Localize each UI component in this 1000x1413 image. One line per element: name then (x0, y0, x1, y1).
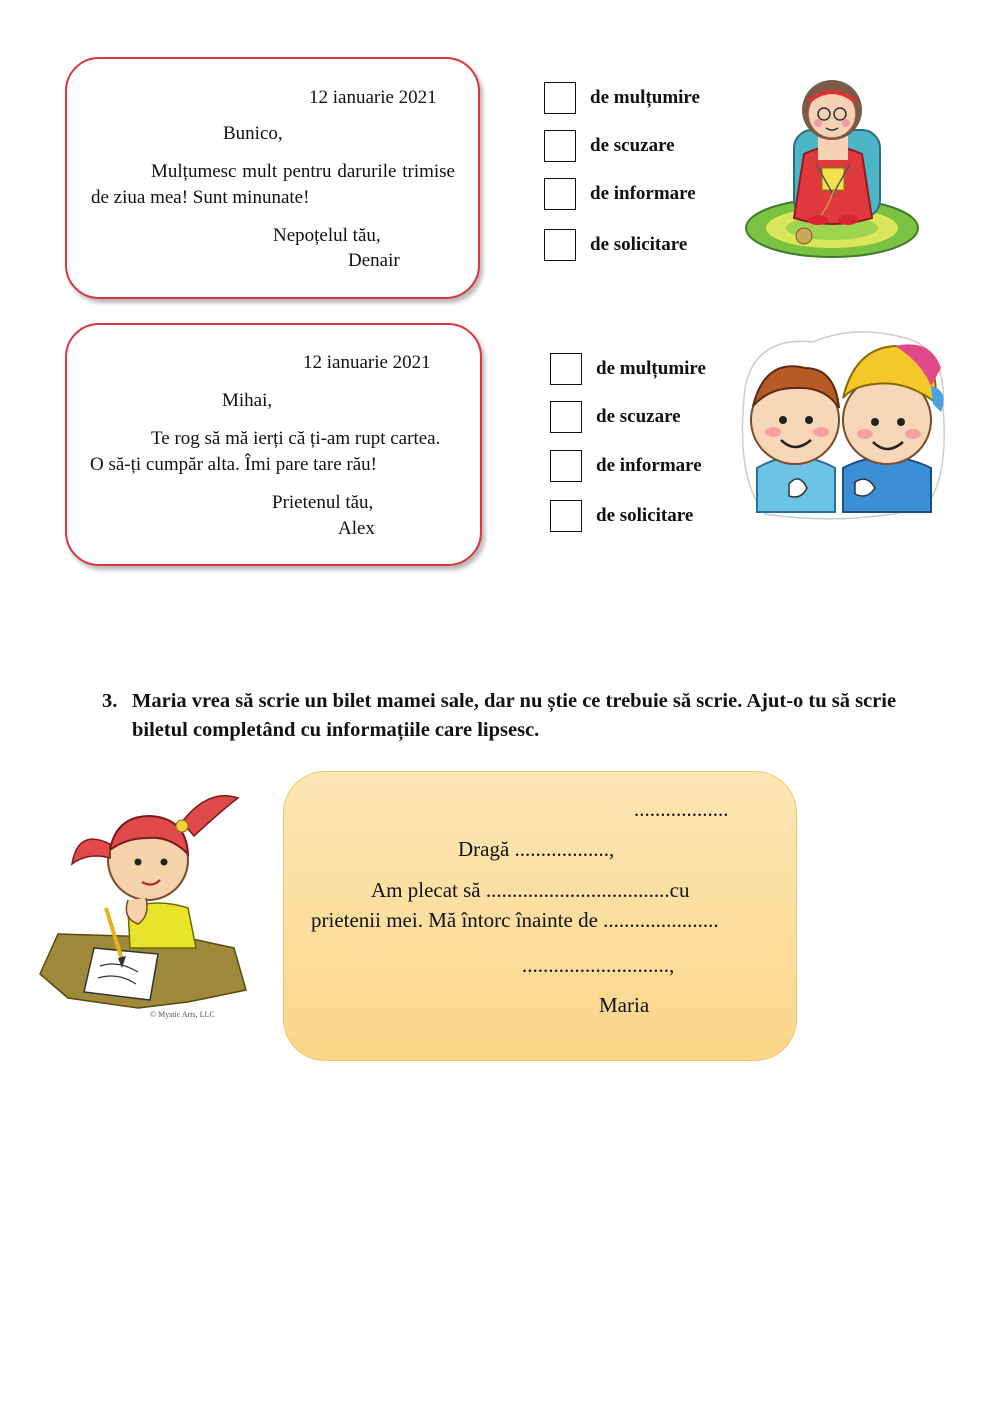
letter-card-grandma (65, 57, 480, 299)
girl-writing-illustration (38, 788, 248, 1020)
note-body-line-1[interactable]: Am plecat să ...................................cu (371, 878, 690, 902)
letter-body-line-1: Te rog să mă ierți că ți-am rupt cartea. (151, 428, 441, 449)
image-credit: © Mystic Arts, LLC (150, 1010, 215, 1019)
letter-body: Mulțumesc mult pentru darurile trimise de ziua mea! Sunt minunate! (91, 161, 455, 208)
grandma-knitting-illustration (744, 68, 924, 260)
task-number: 3. (102, 690, 118, 712)
option-row-info-1[interactable] (544, 177, 696, 211)
option-label: de mulțumire (596, 358, 706, 379)
checkbox-request-2[interactable] (550, 500, 582, 532)
letter-date: 12 ianuarie 2021 (309, 87, 437, 108)
checkbox-apology-2[interactable] (550, 401, 582, 433)
option-label: de mulțumire (590, 87, 700, 108)
checkbox-request-1[interactable] (544, 229, 576, 261)
letter-salutation: Mihai, (222, 390, 273, 411)
option-label: de scuzare (590, 135, 675, 156)
option-row-apology-2[interactable] (550, 400, 681, 434)
letter-card-friend (65, 323, 482, 566)
note-closing-blank[interactable]: ............................, (522, 953, 675, 977)
note-signature: Maria (599, 993, 650, 1017)
letter-date: 12 ianuarie 2021 (303, 352, 431, 373)
checkbox-info-2[interactable] (550, 450, 582, 482)
option-row-thanks-1[interactable] (544, 81, 700, 115)
option-label: de solicitare (590, 234, 688, 255)
note-to-complete (283, 771, 797, 1061)
letter-closing: Nepoțelul tău, (273, 225, 381, 246)
task-instruction: Maria vrea să scrie un bilet mamei sale, dar nu știe ce trebuie să scrie. Ajut-o tu să scrie biletul completând cu informațiile care lipsesc. (132, 690, 897, 741)
option-label: de informare (590, 183, 696, 204)
option-row-thanks-2[interactable] (550, 352, 706, 386)
option-row-info-2[interactable] (550, 449, 702, 483)
letter-signature: Alex (338, 518, 375, 539)
option-label: de informare (596, 455, 702, 476)
letter-signature: Denair (348, 250, 400, 271)
two-boys-illustration (735, 328, 953, 522)
note-salutation[interactable]: Dragă .................., (458, 837, 615, 861)
option-label: de solicitare (596, 505, 694, 526)
checkbox-info-1[interactable] (544, 178, 576, 210)
option-row-request-1[interactable] (544, 228, 687, 262)
letter-body-line-2: O să-ți cumpăr alta. Îmi pare tare rău! (90, 454, 377, 475)
option-row-apology-1[interactable] (544, 129, 675, 163)
option-label: de scuzare (596, 406, 681, 427)
letter-salutation: Bunico, (223, 123, 283, 144)
note-date-blank[interactable]: .................. (634, 797, 729, 821)
checkbox-apology-1[interactable] (544, 130, 576, 162)
option-row-request-2[interactable] (550, 499, 693, 533)
checkbox-thanks-1[interactable] (544, 82, 576, 114)
note-body-line-2[interactable]: prietenii mei. Mă întorc înainte de ...................... (311, 908, 719, 932)
checkbox-thanks-2[interactable] (550, 353, 582, 385)
letter-closing: Prietenul tău, (272, 492, 374, 513)
